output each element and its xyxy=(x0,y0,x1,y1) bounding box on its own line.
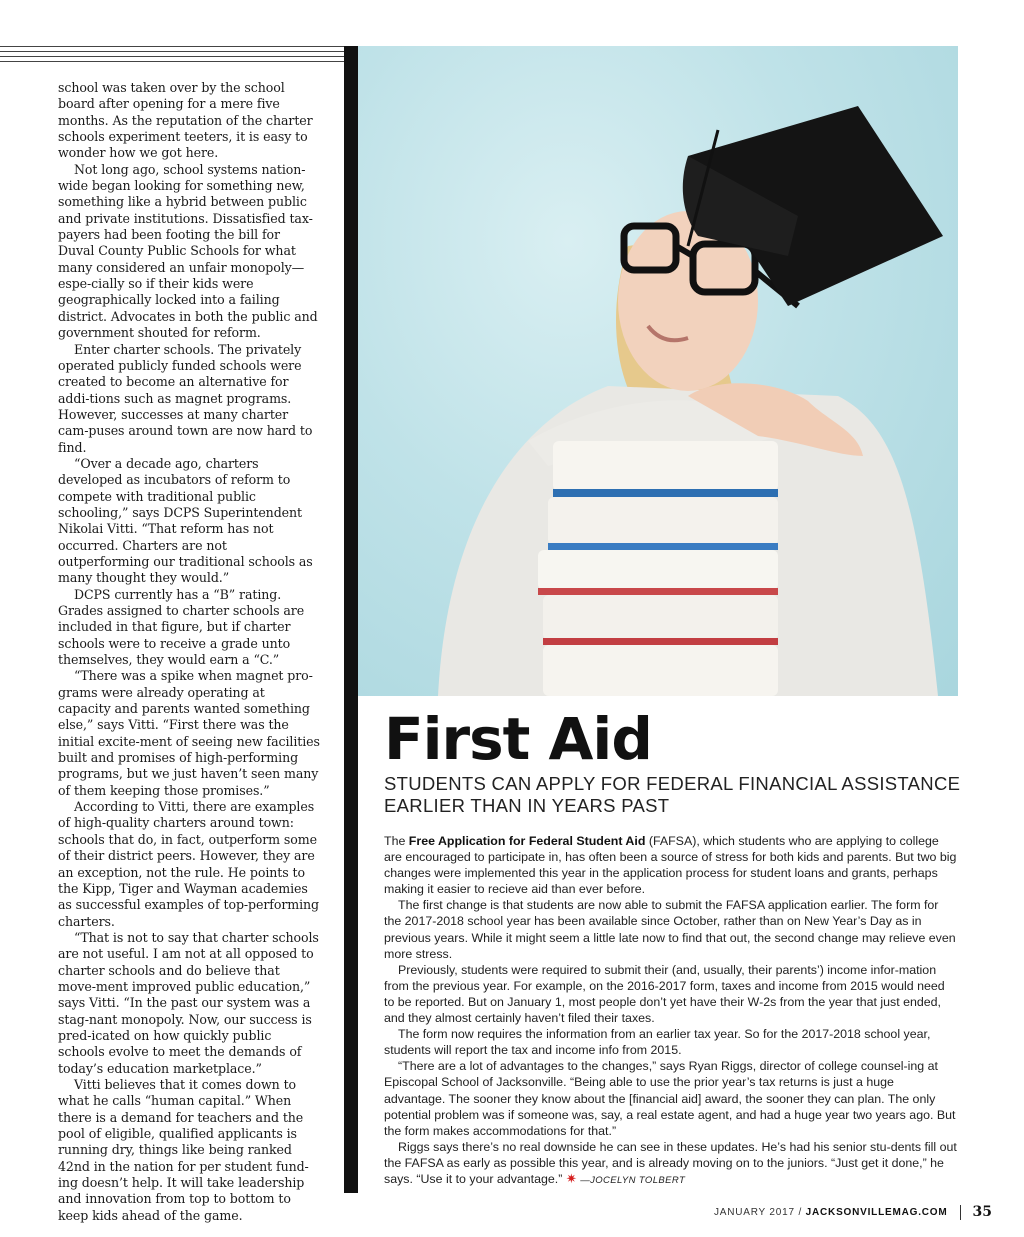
paragraph: Enter charter schools. The privately operated publicly funded schools were created to become an alternative for addi-tions such as magnet programs. However, successes at many charter cam-puses around town are now hard to find. xyxy=(58,341,313,455)
sidebar-divider-bar xyxy=(344,46,358,1193)
top-left-rules xyxy=(0,46,344,66)
paragraph: school was taken over by the school board after opening for a mere five months. As the reputation of the charter schools experiment teeters, it is easy to wonder how we got here. xyxy=(58,80,313,161)
paragraph: Not long ago, school systems nation-wide began looking for something new, something like a hybrid between public and private institutions. Dissatisfied tax-payers had been footing the bill for Duval County Public Schools for what many considered an unfair monopoly—espe-cially so if their kids were geographically locked into a failing district. Advocates in both the public and government shouted for reform. xyxy=(58,161,318,341)
footer-divider xyxy=(960,1205,961,1220)
paragraph: “There are a lot of advantages to the changes,” says Ryan Riggs, director of college counsel-ing at Episcopal School of Jacksonville. “Being able to use the prior year’s tax returns is just a huge advantage. The sooner they know about the [financial aid] award, the sooner they can plan. The only potential problem was if someone was, say, a real estate agent, and had a huge year two years ago. But the form makes accommodations for that.” xyxy=(384,1059,956,1138)
graduate-illustration xyxy=(358,46,958,696)
closing-text: Riggs says there’s no real downside he can see in these updates. He’s had his senior stu-dents fill out the FAFSA as early as possible this year, and is already moving on to the juniors. “Just get it done,” he says. “Use it to your advantage.” xyxy=(384,1139,957,1186)
sidebar-title: First Aid xyxy=(384,705,652,773)
intro-paragraph xyxy=(384,833,958,897)
paragraph: According to Vitti, there are examples of high-quality charters around town: schools that do, in fact, outperform some of their district peers. However, they are an exception, not the rule. He points to the Kipp, Tiger and Wayman academies as successful examples of top-performing charters. xyxy=(58,799,319,929)
paragraph: The first change is that students are now able to submit the FAFSA application earlier. The form for the 2017-2018 school year has been available since October, rather than on New Year’s Day as in previous years. While it might seem a little late now to find that out, the second change may relieve even more stress. xyxy=(384,898,956,961)
paragraph: The form now requires the information from an earlier tax year. So for the 2017-2018 school year, students will report the tax and income info from 2015. xyxy=(384,1027,931,1058)
graduate-photo xyxy=(358,46,958,696)
site-name: JACKSONVILLEMAG.COM xyxy=(805,1206,948,1218)
paragraph: Vitti believes that it comes down to what he calls “human capital.” When there is a demand for teachers and the pool of eligible, qualified applicants is running dry, things like being ranked 42nd in the nation for per student fund-ing doesn’t help. It will take leadership and innovation from top to bottom to keep kids ahead of the game. xyxy=(58,1076,309,1223)
sidebar-article xyxy=(384,833,958,1189)
issue-date: JANUARY 2017 / xyxy=(713,1206,803,1218)
star-bullet-icon: ✷ xyxy=(565,1170,577,1186)
intro-lead: The xyxy=(384,834,409,848)
sidebar-subtitle: STUDENTS CAN APPLY FOR FEDERAL FINANCIAL ASSISTANCE EARLIER THAN IN YEARS PAST xyxy=(384,773,961,816)
byline: —JOCELYN TOLBERT xyxy=(580,1174,686,1186)
paragraph: “That is not to say that charter schools are not useful. I am not at all opposed to charter schools and do believe that move-ment improved public education,” says Vitti. “In the past our system was a stag-nant monopoly. Now, our success is pred-icated on how quickly public schools evolve to meet the demands of today’s education marketplace.” xyxy=(58,929,319,1076)
page-number: 35 xyxy=(972,1204,992,1220)
fafsa-name: Free Application for Federal Student Aid xyxy=(408,834,646,848)
page-footer xyxy=(714,1204,992,1220)
paragraph: “Over a decade ago, charters developed as incubators of reform to compete with traditional public schooling,” says DCPS Superintendent Nikolai Vitti. “That reform has not occurred. Charters are not outperforming our traditional schools as many thought they would.” xyxy=(58,455,313,586)
left-column-text xyxy=(58,80,320,1224)
paragraph: Previously, students were required to submit their (and, usually, their parents’) income infor-mation from the previous year. For example, on the 2016-2017 form, taxes and income from 2015 would need to be reported. But on January 1, most people don’t yet have their W-2s from the year that just ended, and they almost certainly haven’t filed their taxes. xyxy=(384,962,945,1026)
paragraph: “There was a spike when magnet pro-grams were already operating at capacity and parents wanted something else,” says Vitti. “First there was the initial excite-ment of seeing new facilities built and promises of high-performing programs, but we just haven’t seen many of them keeping those promises.” xyxy=(58,668,320,798)
intro-body: (FAFSA), which students who are applying to college are encouraged to participate in, has often been a source of stress for both kids and parents. But two big changes were implemented this year in the application process for student loans and grants, perhaps making it easier to recieve aid than ever before. xyxy=(384,834,957,897)
closing-paragraph xyxy=(384,1139,958,1189)
paragraph: DCPS currently has a “B” rating. Grades assigned to charter schools are included in that figure, but if charter schools were to receive a grade unto themselves, they would earn a “C.” xyxy=(58,586,305,668)
